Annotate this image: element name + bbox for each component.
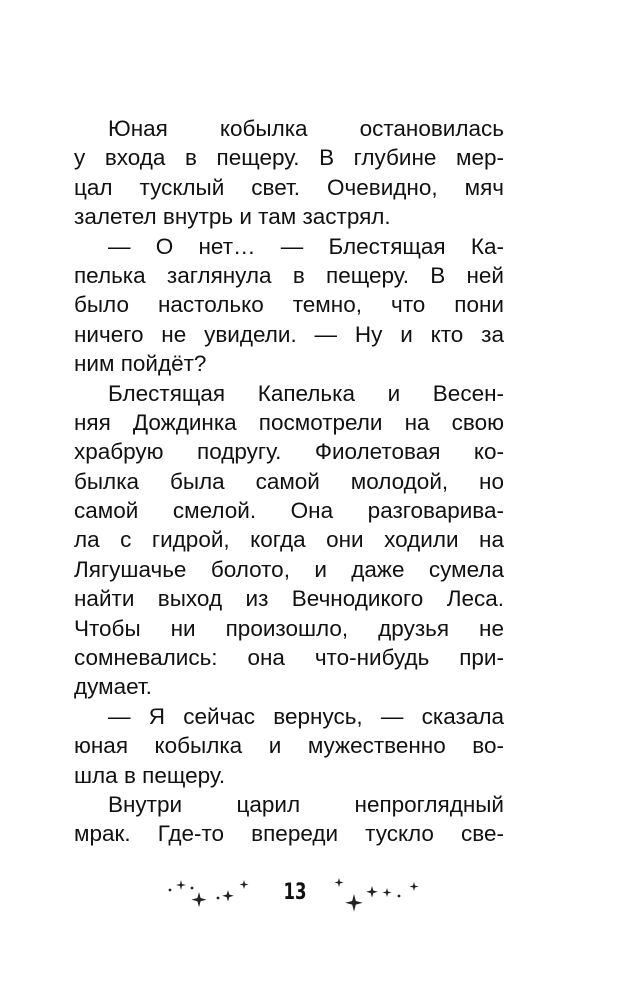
- sparkle-stars-icon: [330, 872, 430, 916]
- text-line: Юная кобылка остановилась: [108, 116, 504, 141]
- text-line: ла с гидрой, когда они ходили на: [74, 527, 504, 553]
- text-line: шла в пещеру.: [74, 762, 226, 788]
- text-line: Блестящая Капелька и Весен-: [108, 380, 504, 406]
- text-line: сомневались: она что-нибудь при-: [74, 645, 504, 671]
- body-text: [74, 114, 504, 849]
- text-line: няя Дождинка посмотрели на свою: [74, 409, 504, 435]
- text-line: Внутри царил непроглядный: [108, 791, 504, 817]
- text-line: юная кобылка и мужественно во-: [74, 733, 504, 759]
- text-line: самой смелой. Она разговарива-: [74, 498, 504, 524]
- page-number: 13: [283, 880, 307, 905]
- text-line: Чтобы ни произошло, друзья не: [74, 615, 504, 641]
- text-line: мрак. Где-то впереди тускло све-: [74, 821, 504, 847]
- text-line: найти выход из Вечнодикого Леса.: [74, 586, 504, 612]
- text-line: думает.: [74, 674, 152, 700]
- text-line: было настолько темно, что пони: [74, 292, 504, 318]
- text-line: цал тусклый свет. Очевидно, мяч: [74, 174, 504, 200]
- text-line: ничего не увидели. — Ну и кто за: [74, 321, 504, 347]
- text-line: ним пойдёт?: [74, 351, 207, 377]
- page-footer: [0, 872, 619, 922]
- text-line: храбрую подругу. Фиолетовая ко-: [74, 439, 504, 465]
- text-line: — Я сейчас вернусь, — сказала: [108, 703, 504, 729]
- text-line: пелька заглянула в пещеру. В ней: [74, 262, 504, 288]
- text-line: былка была самой молодой, но: [74, 468, 504, 494]
- text-line: залетел внутрь и там застрял.: [74, 204, 391, 230]
- text-line: Лягушачье болото, и даже сумела: [74, 556, 504, 582]
- sparkle-stars-icon: [166, 872, 256, 912]
- text-line: у входа в пещеру. В глубине мер-: [74, 145, 504, 171]
- text-line: — О нет… — Блестящая Ка-: [108, 233, 504, 259]
